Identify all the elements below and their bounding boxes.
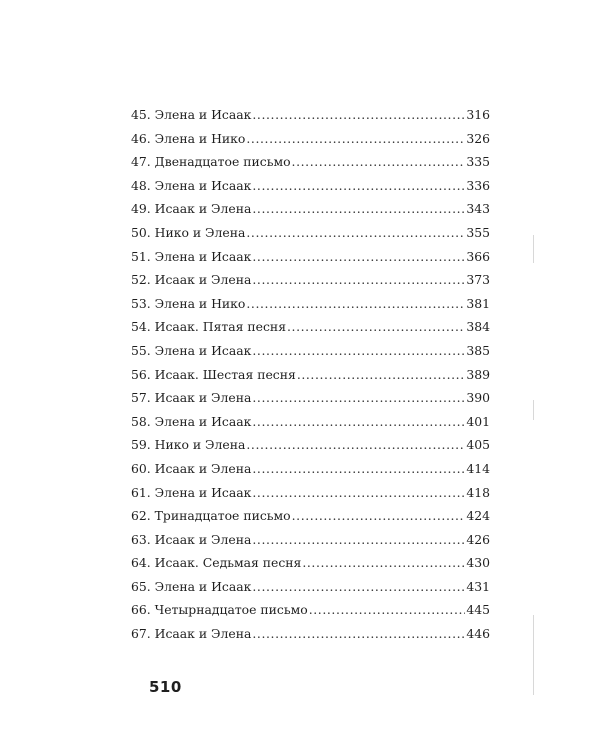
toc-entry-page: 384 <box>466 319 490 335</box>
toc-entry-title: 46. Элена и Нико <box>131 130 246 146</box>
toc-entry <box>131 292 490 316</box>
toc-entry-page: 445 <box>466 602 490 618</box>
toc-entry-title: 56. Исаак. Шестая песня <box>131 366 296 382</box>
toc-entry <box>131 339 490 363</box>
toc-entry <box>131 457 490 481</box>
toc-entry-page: 446 <box>466 626 490 642</box>
dot-leader <box>287 315 465 339</box>
toc-entry-page: 335 <box>466 154 490 170</box>
toc-entry <box>131 127 490 151</box>
dot-leader <box>252 481 465 505</box>
toc-entry <box>131 315 490 339</box>
edge-mark <box>533 235 534 263</box>
toc-entry-page: 405 <box>466 437 490 453</box>
dot-leader <box>246 127 465 151</box>
toc-entry-title: 63. Исаак и Элена <box>131 531 252 547</box>
dot-leader <box>246 433 465 457</box>
toc-entry-title: 45. Элена и Исаак <box>131 107 252 122</box>
toc-entry <box>131 197 490 221</box>
toc-entry-title: 65. Элена и Исаак <box>131 578 252 594</box>
toc-entry-title: 62. Тринадцатое письмо <box>131 508 291 524</box>
edge-mark <box>533 400 534 420</box>
dot-leader <box>302 551 465 575</box>
edge-mark <box>533 615 534 695</box>
toc-entry <box>131 528 490 552</box>
toc-entry-page: 366 <box>466 248 490 264</box>
toc-entry-page: 431 <box>466 578 490 594</box>
toc-entry <box>131 103 490 127</box>
toc-entry-page: 418 <box>466 484 490 500</box>
dot-leader <box>292 504 466 528</box>
toc-entry <box>131 575 490 599</box>
dot-leader <box>252 245 465 269</box>
toc-entry <box>131 433 490 457</box>
toc-entry <box>131 245 490 269</box>
dot-leader <box>252 174 465 198</box>
toc-entry-page: 390 <box>466 390 490 406</box>
dot-leader <box>252 622 465 646</box>
dot-leader <box>246 221 465 245</box>
toc-entry-title: 59. Нико и Элена <box>131 437 246 453</box>
toc-entry <box>131 268 490 292</box>
dot-leader <box>309 598 466 622</box>
toc-entry <box>131 221 490 245</box>
toc-entry-title: 55. Элена и Исаак <box>131 342 252 358</box>
dot-leader <box>252 410 465 434</box>
toc-entry-page: 373 <box>466 272 490 288</box>
toc-entry-title: 51. Элена и Исаак <box>131 248 252 264</box>
toc-entry-title: 53. Элена и Нико <box>131 295 246 311</box>
dot-leader <box>252 103 465 127</box>
toc-entry-title: 52. Исаак и Элена <box>131 272 252 288</box>
toc-entry-page: 381 <box>466 295 490 311</box>
toc-entry-title: 47. Двенадцатое письмо <box>131 154 291 170</box>
toc-entry <box>131 150 490 174</box>
toc-entry <box>131 598 490 622</box>
toc-entry <box>131 386 490 410</box>
toc-entry-title: 64. Исаак. Седьмая песня <box>131 555 302 571</box>
toc-entry-title: 60. Исаак и Элена <box>131 460 252 476</box>
toc-entry <box>131 410 490 434</box>
toc-entry-title: 57. Исаак и Элена <box>131 390 252 406</box>
toc-entry-page: 414 <box>466 460 490 476</box>
toc-entry-page: 343 <box>466 201 490 217</box>
toc-entry-page: 385 <box>466 342 490 358</box>
toc-entry <box>131 481 490 505</box>
dot-leader <box>252 457 465 481</box>
toc-entry-page: 336 <box>466 177 490 193</box>
toc-entry <box>131 551 490 575</box>
table-of-contents <box>131 103 490 646</box>
toc-entry-title: 66. Четырнадцатое письмо <box>131 602 308 618</box>
toc-entry-title: 48. Элена и Исаак <box>131 177 252 193</box>
toc-entry-title: 67. Исаак и Элена <box>131 626 252 642</box>
dot-leader <box>246 292 465 316</box>
toc-entry-page: 389 <box>466 366 490 382</box>
page-number: 510 <box>149 678 182 696</box>
toc-entry-page: 430 <box>466 555 490 571</box>
toc-entry-page: 426 <box>466 531 490 547</box>
dot-leader <box>297 363 466 387</box>
dot-leader <box>292 150 466 174</box>
dot-leader <box>252 268 465 292</box>
dot-leader <box>252 575 465 599</box>
toc-entry-title: 50. Нико и Элена <box>131 224 246 240</box>
toc-entry <box>131 174 490 198</box>
toc-entry-page: 316 <box>466 107 490 122</box>
toc-entry-title: 58. Элена и Исаак <box>131 413 252 429</box>
toc-entry-title: 54. Исаак. Пятая песня <box>131 319 287 335</box>
toc-entry <box>131 504 490 528</box>
toc-entry-page: 424 <box>466 508 490 524</box>
dot-leader <box>252 197 465 221</box>
toc-entry-page: 355 <box>466 224 490 240</box>
toc-entry <box>131 622 490 646</box>
dot-leader <box>252 339 465 363</box>
toc-entry-title: 49. Исаак и Элена <box>131 201 252 217</box>
toc-entry-page: 401 <box>466 413 490 429</box>
toc-entry <box>131 363 490 387</box>
toc-entry-page: 326 <box>466 130 490 146</box>
dot-leader <box>252 528 465 552</box>
toc-entry-title: 61. Элена и Исаак <box>131 484 252 500</box>
dot-leader <box>252 386 465 410</box>
